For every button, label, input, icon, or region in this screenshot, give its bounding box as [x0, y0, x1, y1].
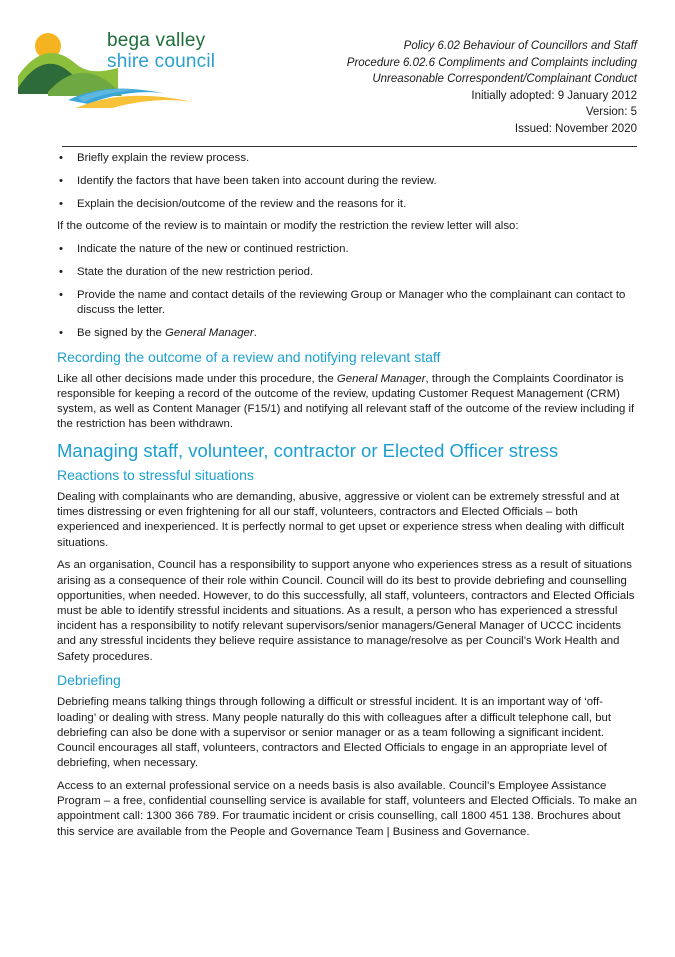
- issued-date: Issued: November 2020: [514, 122, 637, 135]
- heading-recording-outcome: Recording the outcome of a review and notifying relevant staff: [57, 348, 441, 365]
- document-body: [57, 151, 637, 847]
- page-header: [0, 0, 675, 145]
- version-number: Version: 5: [585, 106, 637, 118]
- recording-text-post: , through the Complaints Coordinator is responsible for keeping a record of the outcome of the review, updating Customer Request Management (CRM) system, as well as Content Manager (F15/1) and notifying all relevant staff of the outcome of the review including if the restriction has been withdrawn.: [57, 372, 635, 431]
- procedure-line-2: Unreasonable Correspondent/Complainant Conduct: [372, 73, 637, 85]
- paragraph-debrief-1: Debriefing means talking things through following a difficult or stressful incident. It is an important way of ‘off-loading’ or dealing with stress. Many people naturally do this with colleagues after a difficult telephone call, but debriefing can also be done with a supervisor or senior manager or as a team following a significant incident. Council encourages all staff, volunteers, contractors and Elected Officials to engage in an appropriate level of debriefing, when necessary.: [57, 696, 612, 770]
- paragraph-recording: [57, 372, 637, 433]
- policy-line: Policy 6.02 Behaviour of Councillors and Staff: [403, 40, 637, 52]
- document-meta: [347, 38, 637, 137]
- list-item: • Explain the decision/outcome of the review and the reasons for it.: [57, 197, 637, 212]
- logo-text-line1: bega valley: [107, 30, 206, 51]
- logo-text-line2: shire council: [107, 51, 216, 72]
- paragraph-debrief-2: Access to an external professional service on a needs basis is also available. Council’s Employee Assistance Program – a free, confidential counselling service is available for staff, volunteers and Elected Officials. To make an appointment call: 1300 366 789. For traumatic incident or crisis counselling, call 1800 451 138. Brochures about this service are available from the People and Governance Team | Business and Governance.: [57, 780, 637, 838]
- header-divider: [62, 146, 637, 147]
- heading-reactions: Reactions to stressful situations: [57, 466, 254, 483]
- adopted-date: Initially adopted: 9 January 2012: [471, 89, 637, 102]
- list-item: • Identify the factors that have been taken into account during the review.: [57, 174, 637, 189]
- review-letter-list: [57, 151, 637, 212]
- paragraph-reactions-1: Dealing with complainants who are demanding, abusive, aggressive or violent can be extremely stressful and at times distressing or even frightening for all our staff, volunteers, contractors and Elected Officials – both experienced and inexperienced. It is perfectly normal to get upset or experience stress when dealing with difficult situations.: [57, 490, 625, 549]
- paragraph-if-outcome: If the outcome of the review is to maintain or modify the restriction the review letter will also:: [57, 220, 519, 233]
- signed-text-pre: Be signed by the: [77, 326, 166, 339]
- list-item: • Briefly explain the review process.: [57, 151, 637, 166]
- heading-debriefing: Debriefing: [57, 672, 121, 689]
- list-item-signed: [57, 326, 637, 341]
- heading-managing-stress: Managing staff, volunteer, contractor or Elected Officer stress: [57, 439, 559, 461]
- signed-text-em: General Manager: [165, 326, 254, 339]
- list-item: • Provide the name and contact details of the reviewing Group or Manager who the complainant can contact to discuss the letter.: [57, 288, 637, 318]
- recording-text-em: General Manager: [336, 372, 426, 385]
- restriction-letter-list: [57, 242, 637, 341]
- procedure-line-1: Procedure 6.02.6 Compliments and Complaints including: [346, 56, 637, 69]
- list-item: • State the duration of the new restriction period.: [57, 265, 637, 280]
- paragraph-reactions-2: As an organisation, Council has a responsibility to support anyone who experiences stress as a result of situations arising as a consequence of their role within Council. Council will do its best to provide debriefing and counselling opportunities, when needed. However, to do this successfully, all staff, volunteers, contractors and Elected Officials must be able to identify stressful incidents and situations. As a result, a person who has experienced a stressful incident has a responsibility to notify relevant supervisors/senior managers/General Manager of UCCC incidents and any stressful incidents they believe require assistance to manage/resolve as per Council’s Work Health and Safety procedures.: [57, 559, 635, 663]
- recording-text-pre: Like all other decisions made under this procedure, the: [57, 372, 337, 385]
- signed-text-post: .: [253, 326, 257, 339]
- list-item: • Indicate the nature of the new or continued restriction.: [57, 242, 637, 257]
